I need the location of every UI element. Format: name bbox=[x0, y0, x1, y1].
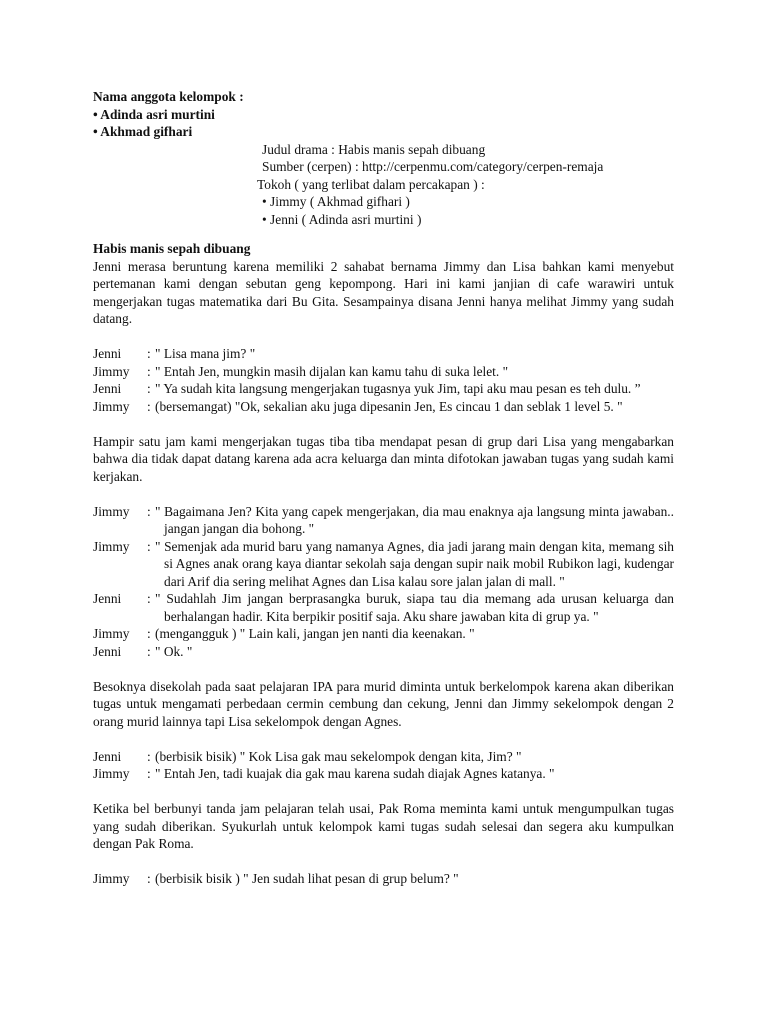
dialogue-speaker: Jimmy bbox=[93, 503, 130, 519]
dialogue-speaker: Jimmy bbox=[93, 398, 130, 414]
dialogue-text: (berbisik bisik ) " Jen sudah lihat pesan di grup belum? " bbox=[155, 871, 459, 886]
dialogue-text: " Entah Jen, tadi kuajak dia gak mau karena sudah diajak Agnes katanya. " bbox=[155, 766, 555, 781]
dialogue-speaker: Jenni bbox=[93, 381, 122, 396]
member-item: • Adinda asri murtini bbox=[93, 106, 215, 122]
dialogue-speaker: Jenni bbox=[93, 591, 122, 606]
dialogue-text: " Lisa mana jim? " bbox=[155, 346, 256, 361]
dialogue-line: Jimmy : " Entah Jen, mungkin masih dijalan kan kamu tahu di suka lelet. " bbox=[93, 363, 674, 381]
dialogue-line: Jimmy : " Bagaimana Jen? Kita yang capek mengerjakan, dia mau enaknya aja langsung minta jawaban.. jangan jangan dia bohong. " bbox=[93, 503, 674, 536]
dialogue-text: " Entah Jen, mungkin masih dijalan kan kamu tahu di suka lelet. " bbox=[155, 363, 509, 379]
drama-info bbox=[93, 141, 768, 229]
dialogue-text: (mengangguk ) " Lain kali, jangan jen nanti dia keenakan. " bbox=[155, 626, 475, 641]
dialogue-text: (berbisik bisik) " Kok Lisa gak mau sekelompok dengan kita, Jim? " bbox=[155, 748, 522, 764]
dialogue-line: Jimmy : (berbisik bisik ) " Jen sudah lihat pesan di grup belum? " bbox=[93, 870, 674, 888]
dialogue-line: Jimmy : (mengangguk ) " Lain kali, jangan jen nanti dia keenakan. " bbox=[93, 625, 674, 643]
dialogue-text: " Bagaimana Jen? Kita yang capek mengerjakan, dia mau enaknya aja langsung minta jawaban.. jangan jangan dia bohong. " bbox=[155, 503, 674, 536]
member-header bbox=[93, 88, 674, 141]
dialogue-line: Jenni : (berbisik bisik) " Kok Lisa gak mau sekelompok dengan kita, Jim? " bbox=[93, 748, 674, 766]
drama-title: Judul drama : Habis manis sepah dibuang bbox=[262, 141, 486, 157]
dialogue-line: Jenni : " Lisa mana jim? " bbox=[93, 345, 674, 363]
members-title: Nama anggota kelompok : bbox=[93, 89, 244, 104]
dialogue-speaker: Jimmy bbox=[93, 766, 130, 781]
story-paragraph: Besoknya disekolah pada saat pelajaran IPA para murid diminta untuk berkelompok karena akan diberikan tugas untuk mengamati perbedaan cermin cembung dan cekung, Jenni dan Jimmy sekelompok dengan 2 orang murid lainnya tapi Lisa sekelompok dengan Agnes. bbox=[93, 678, 674, 729]
story-body bbox=[93, 240, 674, 888]
dialogue-line: Jimmy : " Semenjak ada murid baru yang namanya Agnes, dia jadi jarang main dengan kita, memang sih si Agnes anak orang kaya diantar sekolah saja dengan supir naik mobil Rubikon lagi, kudengar dari Arif dia sering melihat Agnes dan Lisa kalau sore jalan jalan di mall. " bbox=[93, 538, 674, 589]
dialogue-line: Jimmy : (bersemangat) "Ok, sekalian aku juga dipesanin Jen, Es cincau 1 dan seblak 1 level 5. " bbox=[93, 398, 674, 416]
story-paragraph: Hampir satu jam kami mengerjakan tugas tiba tiba mendapat pesan di grup dari Lisa yang mengabarkan bahwa dia tidak dapat datang karena ada acra keluarga dan minta difotokan jawaban tugas yang sudah kami kerjakan. bbox=[93, 433, 674, 484]
story-paragraph: Jenni merasa beruntung karena memiliki 2 sahabat bernama Jimmy dan Lisa bahkan kami menyebut pertemanan kami dengan sebutan geng kepompong. Hari ini kami janjian di cafe warawiri untuk mengerjakan tugas matematika dari Bu Gita. Sesampainya disana Jenni hanya melihat Jimmy yang sudah datang. bbox=[93, 258, 674, 326]
story-paragraph: Ketika bel berbunyi tanda jam pelajaran telah usai, Pak Roma meminta kami untuk mengumpulkan tugas yang sudah diberikan. Syukurlah untuk kelompok kami tugas sudah selesai dan segera aku kumpulkan dengan Pak Roma. bbox=[93, 801, 674, 851]
character-item: • Jimmy ( Akhmad gifhari ) bbox=[262, 194, 410, 209]
dialogue-speaker: Jenni bbox=[93, 346, 122, 361]
dialogue-line: Jenni : " Ok. " bbox=[93, 643, 674, 661]
drama-characters-heading: Tokoh ( yang terlibat dalam percakapan ) : bbox=[257, 176, 485, 192]
dialogue-speaker: Jenni bbox=[93, 643, 122, 659]
member-item: • Akhmad gifhari bbox=[93, 124, 193, 139]
dialogue-speaker: Jimmy bbox=[93, 538, 130, 554]
dialogue-line: Jenni : " Sudahlah Jim jangan berprasangka buruk, siapa tau dia memang ada urusan keluarga dan berhalangan hadir. Kita berpikir positif saja. Aku share jawaban kita di grup ya. " bbox=[93, 591, 674, 624]
dialogue-text: (bersemangat) "Ok, sekalian aku juga dipesanin Jen, Es cincau 1 dan seblak 1 level 5. " bbox=[155, 398, 623, 414]
dialogue-line: Jenni : " Ya sudah kita langsung mengerjakan tugasnya yuk Jim, tapi aku mau pesan es teh dulu. ” bbox=[93, 380, 674, 398]
dialogue-speaker: Jenni bbox=[93, 748, 122, 764]
dialogue-text: " Semenjak ada murid baru yang namanya Agnes, dia jadi jarang main dengan kita, memang sih si Agnes anak orang kaya diantar sekolah saja dengan supir naik mobil Rubikon lagi, kudengar dari Arif dia sering melihat Agnes dan Lisa kalau sore jalan jalan di mall. " bbox=[155, 538, 674, 589]
dialogue-text: " Ya sudah kita langsung mengerjakan tugasnya yuk Jim, tapi aku mau pesan es teh dulu. ” bbox=[155, 381, 641, 396]
character-item: • Jenni ( Adinda asri murtini ) bbox=[262, 211, 422, 227]
dialogue-speaker: Jimmy bbox=[93, 626, 130, 641]
drama-source: Sumber (cerpen) : http://cerpenmu.com/category/cerpen-remaja bbox=[262, 159, 604, 174]
dialogue-speaker: Jimmy bbox=[93, 871, 130, 886]
dialogue-text: " Sudahlah Jim jangan berprasangka buruk, siapa tau dia memang ada urusan keluarga dan berhalangan hadir. Kita berpikir positif saja. Aku share jawaban kita di grup ya. " bbox=[155, 591, 674, 624]
dialogue-line: Jimmy : " Entah Jen, tadi kuajak dia gak mau karena sudah diajak Agnes katanya. " bbox=[93, 765, 674, 783]
story-title: Habis manis sepah dibuang bbox=[93, 241, 251, 256]
dialogue-speaker: Jimmy bbox=[93, 363, 130, 379]
dialogue-text: " Ok. " bbox=[155, 643, 193, 659]
